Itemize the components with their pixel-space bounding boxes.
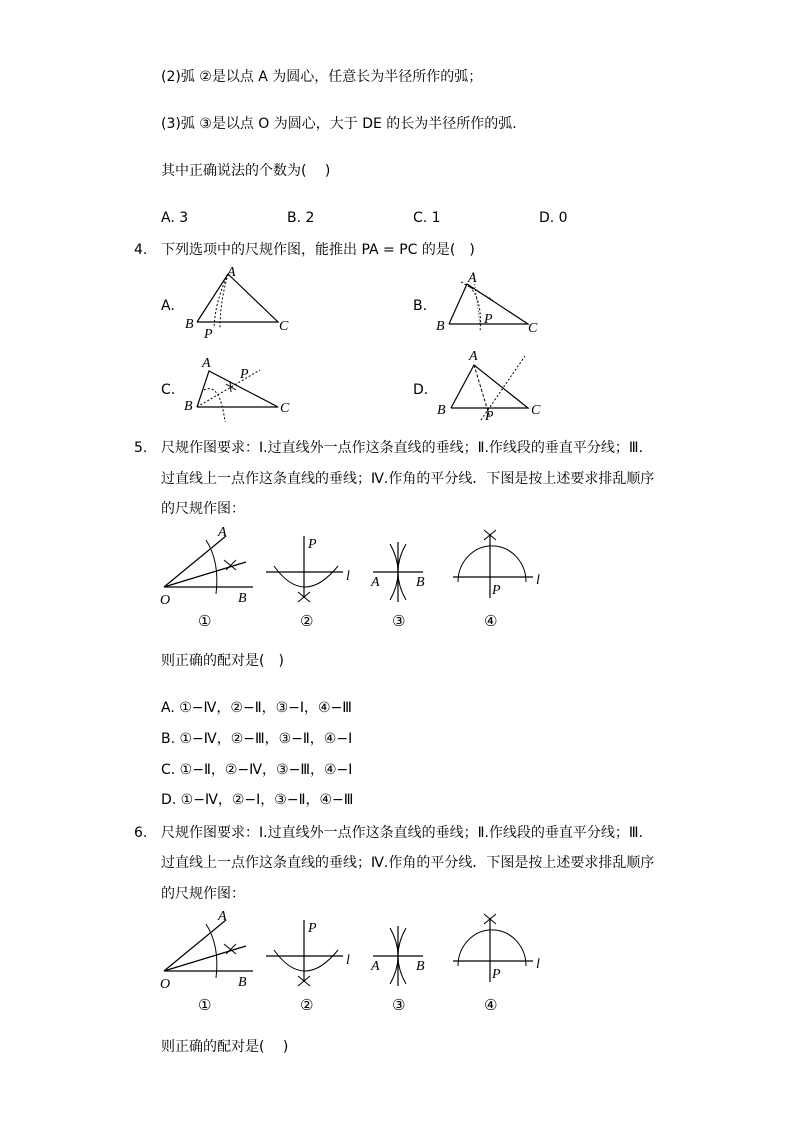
q6-figure-1 bbox=[160, 909, 253, 1014]
label-C: C bbox=[528, 321, 538, 336]
svg-text:P: P bbox=[308, 921, 317, 936]
svg-text:③: ③ bbox=[392, 612, 406, 630]
q5-prompt: 则正确的配对是( ) bbox=[161, 653, 284, 669]
q4-option-d-label: D. bbox=[413, 382, 429, 398]
q4-figure-c bbox=[180, 352, 300, 432]
label-P: P bbox=[240, 367, 249, 382]
q4-number: 4. bbox=[134, 242, 148, 258]
svg-text:P: P bbox=[492, 967, 501, 982]
svg-text:B: B bbox=[416, 959, 425, 974]
svg-text:P: P bbox=[492, 583, 501, 598]
svg-text:①: ① bbox=[198, 996, 212, 1014]
q5-option-b: B. ①−Ⅳ，②−Ⅲ，③−Ⅱ，④−Ⅰ bbox=[161, 731, 353, 747]
q6-number: 6. bbox=[134, 825, 148, 841]
label-B: B bbox=[437, 403, 446, 418]
q3-statement-2: (2)弧 ②是以点 A 为圆心，任意长为半径所作的弧； bbox=[161, 69, 483, 85]
q4-option-a-label: A. bbox=[161, 298, 175, 314]
svg-text:A: A bbox=[218, 525, 227, 540]
q6-figure-3 bbox=[370, 926, 425, 1014]
label-P: P bbox=[204, 327, 213, 342]
q3-option-a: A. 3 bbox=[161, 210, 189, 226]
q6-prompt: 则正确的配对是( ) bbox=[161, 1039, 289, 1055]
svg-text:l: l bbox=[346, 569, 350, 584]
svg-text:②: ② bbox=[300, 996, 314, 1014]
q5-text-line-2: 过直线上一点作这条直线的垂线；Ⅳ.作角的平分线．下图是按上述要求排乱顺序 bbox=[161, 471, 655, 487]
q5-figure-1 bbox=[160, 525, 253, 630]
q5-number: 5. bbox=[134, 440, 148, 456]
q4-figure-d bbox=[433, 348, 553, 428]
q3-option-d: D. 0 bbox=[539, 210, 568, 226]
q6-figures bbox=[158, 906, 558, 1016]
label-C: C bbox=[279, 319, 289, 334]
svg-text:P: P bbox=[308, 537, 317, 552]
label-B: B bbox=[184, 399, 193, 414]
label-A: A bbox=[227, 265, 236, 280]
label-P: P bbox=[484, 312, 493, 327]
label-B: B bbox=[436, 319, 445, 334]
label-C: C bbox=[531, 403, 541, 418]
svg-text:A: A bbox=[371, 575, 380, 590]
q3-option-c: C. 1 bbox=[413, 210, 441, 226]
q3-statement-3: (3)弧 ③是以点 O 为圆心，大于 DE 的长为半径所作的弧． bbox=[161, 116, 527, 132]
q5-figure-2 bbox=[266, 536, 350, 630]
svg-text:④: ④ bbox=[484, 996, 498, 1014]
label-C: C bbox=[280, 401, 290, 416]
label-P: P bbox=[485, 409, 494, 424]
q3-option-b: B. 2 bbox=[287, 210, 315, 226]
svg-text:l: l bbox=[346, 953, 350, 968]
label-A: A bbox=[469, 349, 478, 364]
q4-option-b-label: B. bbox=[413, 298, 428, 314]
q5-text-line-3: 的尺规作图： bbox=[161, 501, 245, 517]
q4-figure-b bbox=[433, 262, 553, 342]
svg-text:A: A bbox=[218, 909, 227, 924]
q5-figure-4 bbox=[453, 530, 540, 630]
svg-text:l: l bbox=[536, 573, 540, 588]
q4-option-c-label: C. bbox=[161, 382, 176, 398]
svg-text:①: ① bbox=[198, 612, 212, 630]
q6-figure-2 bbox=[266, 920, 350, 1014]
svg-text:②: ② bbox=[300, 612, 314, 630]
svg-text:A: A bbox=[371, 959, 380, 974]
q5-text-line-1: 尺规作图要求：Ⅰ.过直线外一点作这条直线的垂线；Ⅱ.作线段的垂直平分线；Ⅲ. bbox=[161, 440, 644, 456]
q6-text-line-3: 的尺规作图： bbox=[161, 886, 245, 902]
svg-text:l: l bbox=[536, 957, 540, 972]
label-B: B bbox=[185, 317, 194, 332]
q6-figure-4 bbox=[453, 914, 540, 1014]
label-A: A bbox=[468, 271, 477, 286]
q5-option-d: D. ①−Ⅳ，②−Ⅰ，③−Ⅱ，④−Ⅲ bbox=[161, 792, 354, 808]
svg-text:③: ③ bbox=[392, 996, 406, 1014]
q5-figures bbox=[158, 522, 558, 632]
q5-figure-3 bbox=[370, 542, 425, 630]
svg-text:B: B bbox=[238, 591, 247, 606]
svg-text:O: O bbox=[160, 593, 171, 608]
q4-figure-a bbox=[180, 262, 300, 342]
q3-prompt: 其中正确说法的个数为( ) bbox=[161, 163, 331, 179]
q5-option-a: A. ①−Ⅳ，②−Ⅱ，③−Ⅰ，④−Ⅲ bbox=[161, 700, 352, 716]
svg-text:O: O bbox=[160, 977, 171, 992]
label-A: A bbox=[202, 356, 211, 371]
svg-text:④: ④ bbox=[484, 612, 498, 630]
svg-text:B: B bbox=[416, 575, 425, 590]
q5-option-c: C. ①−Ⅱ，②−Ⅳ，③−Ⅲ，④−Ⅰ bbox=[161, 762, 353, 778]
q4-question: 下列选项中的尺规作图，能推出 PA = PC 的是( ) bbox=[161, 242, 475, 258]
svg-text:B: B bbox=[238, 975, 247, 990]
q6-text-line-2: 过直线上一点作这条直线的垂线；Ⅳ.作角的平分线．下图是按上述要求排乱顺序 bbox=[161, 855, 655, 871]
q6-text-line-1: 尺规作图要求：Ⅰ.过直线外一点作这条直线的垂线；Ⅱ.作线段的垂直平分线；Ⅲ. bbox=[161, 825, 644, 841]
